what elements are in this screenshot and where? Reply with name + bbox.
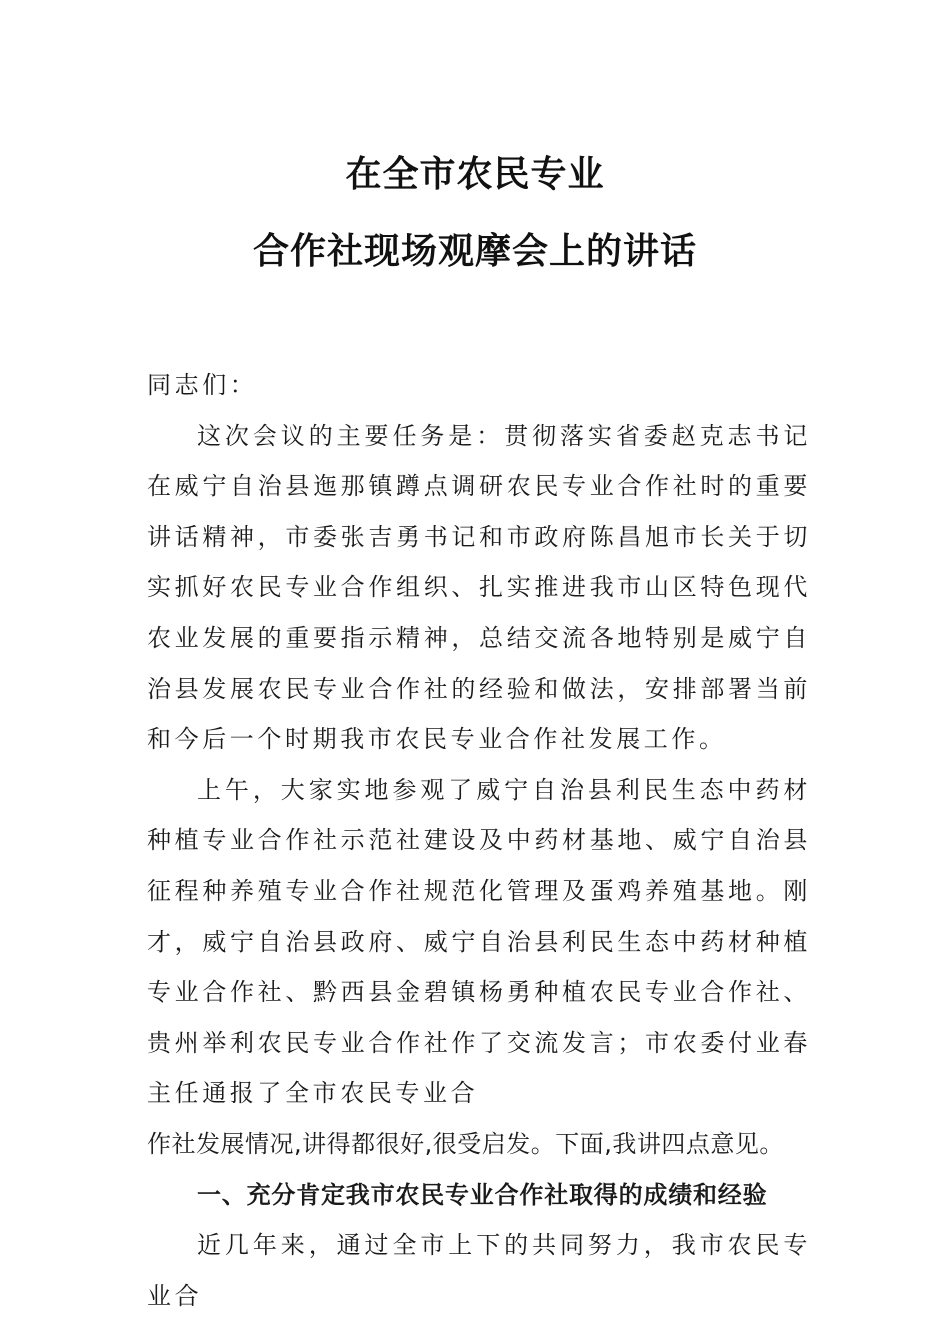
- paragraph-achievements: 近几年来，通过全市上下的共同努力，我市农民专业合: [147, 1231, 811, 1310]
- paragraph-site-visit: 上午，大家实地参观了威宁自治县利民生态中药材种植专业合作社示范社建设及中药材基地、威宁自治县征程种养殖专业合作社规范化管理及蛋鸡养殖基地。刚才，威宁自治县政府、威宁自治县利民生态中药材种植专业合作社、黔西县金碧镇杨勇种植农民专业合作社、贵州举利农民专业合作社作了交流发言；市农委付业春主任通报了全市农民专业合: [147, 775, 811, 1108]
- paragraph-meeting-tasks: 这次会议的主要任务是：贯彻落实省委赵克志书记在威宁自治县迤那镇蹲点调研农民专业合作社时的重要讲话精神，市委张吉勇书记和市政府陈昌旭市长关于切实抓好农民专业合作组织、扎实推进我市山区特色现代农业发展的重要指示精神，总结交流各地特别是威宁自治县发展农民专业合作社的经验和做法，安排部署当前和今后一个时期我市农民专业合作社发展工作。: [147, 421, 811, 754]
- document-title-line-1: 在全市农民专业: [345, 153, 605, 195]
- document-title-line-2: 合作社现场观摩会上的讲话: [252, 230, 697, 272]
- salutation: 同志们：: [147, 371, 258, 399]
- paragraph-site-visit-end: 作社发展情况,讲得都很好,很受启发。下面,我讲四点意见。: [147, 1129, 784, 1158]
- section-heading-1: 一、充分肯定我市农民专业合作社取得的成绩和经验: [197, 1180, 768, 1209]
- document-body: [147, 360, 811, 1321]
